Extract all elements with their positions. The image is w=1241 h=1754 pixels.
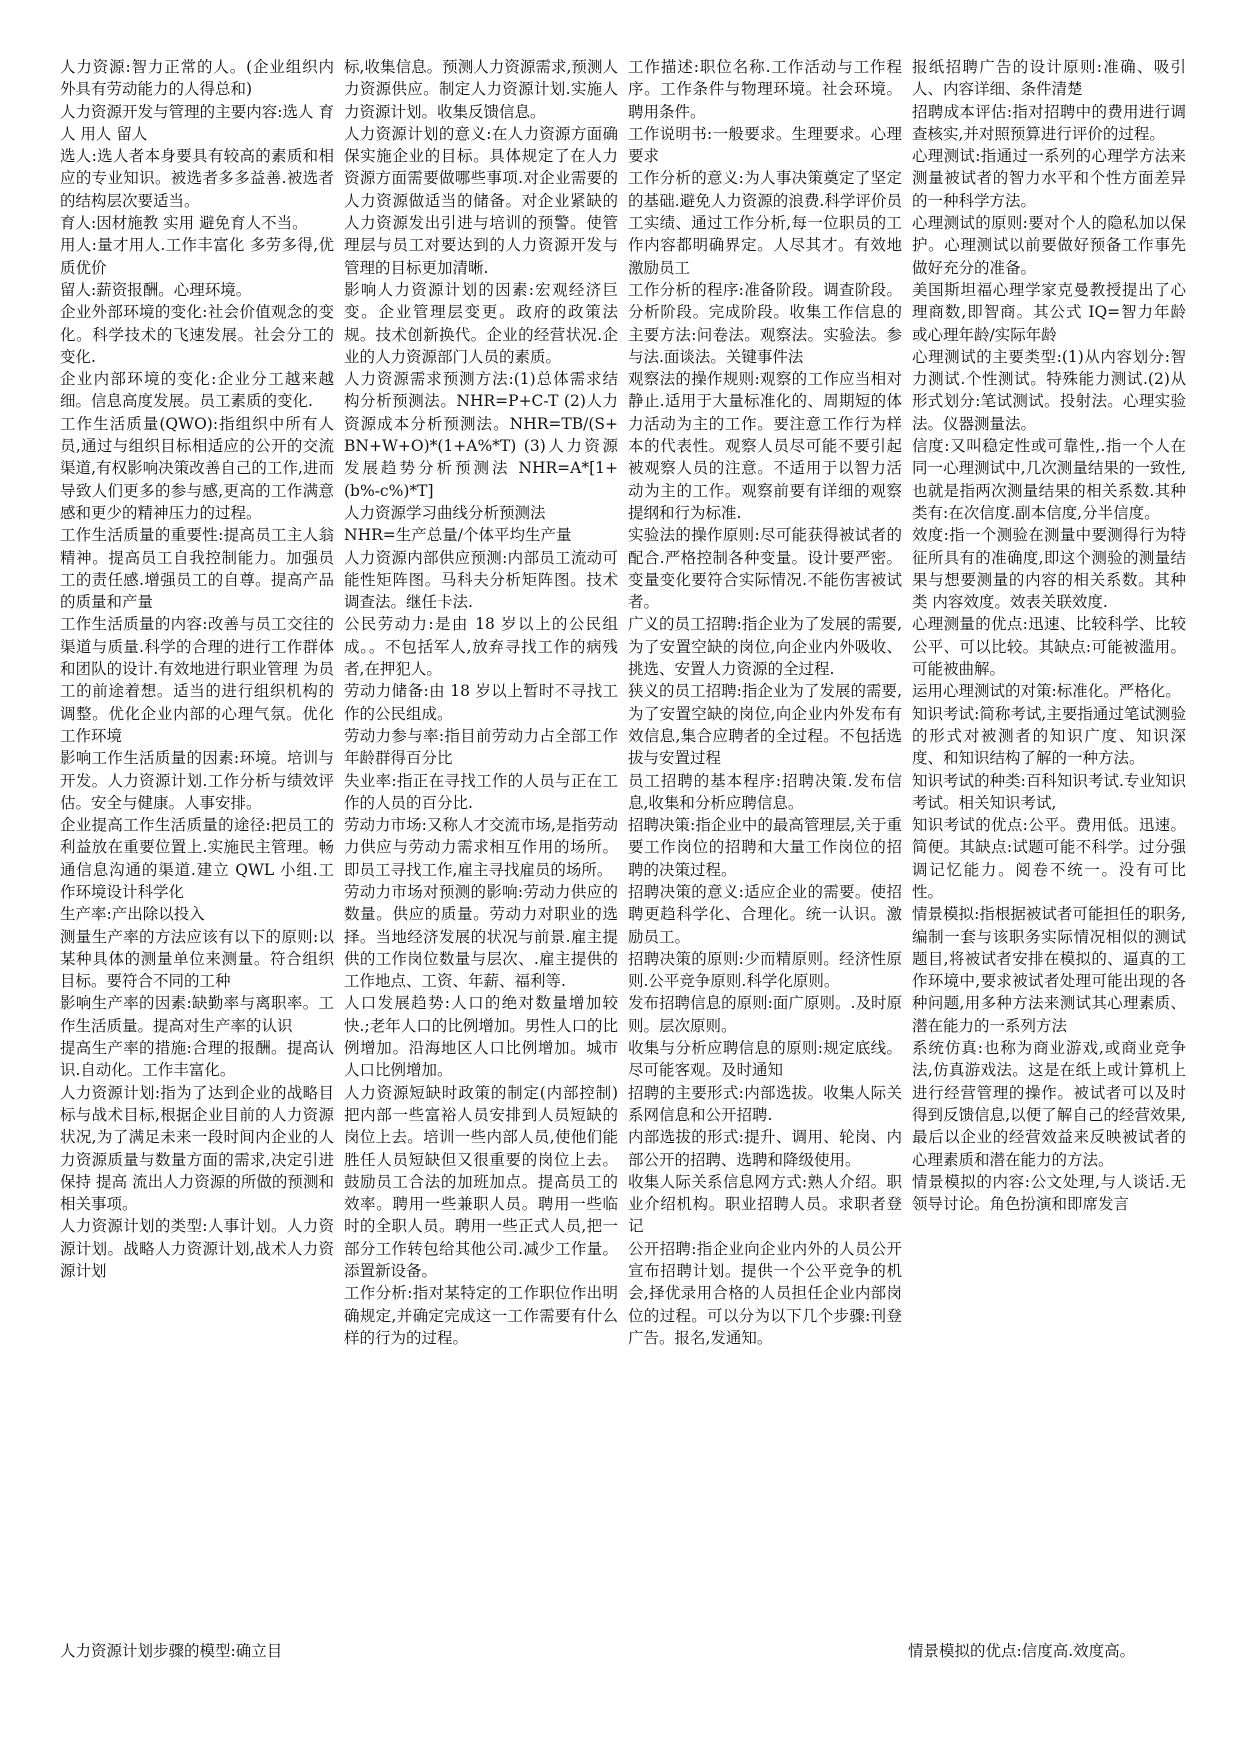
paragraph: 知识考试的优点:公平。费用低。迅速。简便。其缺点:试题可能不科学。过分强调记忆能力。阅卷不统一。没有可比性。 <box>912 816 1186 901</box>
paragraph: 情景模拟的内容:公文处理,与人谈话.无领导讨论。角色扮演和即席发言 <box>912 1172 1186 1214</box>
column-3 <box>628 56 902 1349</box>
paragraph: 用人:量才用人.工作丰富化 多劳多得,优质优价 <box>60 236 334 277</box>
paragraph: 收集人际关系信息网方式:熟人介绍。职业介绍机构。职业招聘人员。求职者登记 <box>628 1172 902 1236</box>
paragraph: 工作生活质量的内容:改善与员工交往的渠道与质量.科学的合理的进行工作群体和团队的设计.有效地进行职业管理 为员工的前途着想。适当的进行组织机构的调整。优化企业内部的心理气氛。优化工作环境 <box>60 615 334 745</box>
column-1-footer-line: 人力资源计划步骤的模型:确立目 <box>60 1642 283 1660</box>
column-2 <box>344 56 618 1349</box>
paragraph: 心理测试:指通过一系列的心理学方法来测量被试者的智力水平和个性方面差异的一种科学方法。 <box>912 147 1186 210</box>
paragraph: 企业外部环境的变化:社会价值观念的变化。科学技术的飞速发展。社会分工的变化. <box>60 303 334 366</box>
paragraph: 信度:又叫稳定性或可靠性,.指一个人在同一心理测试中,几次测量结果的一致性,也就是指两次测量结果的相关系数.其种类有:在次信度.副本信度,分半信度。 <box>912 437 1186 522</box>
paragraph: 狭义的员工招聘:指企业为了发展的需要,为了安置空缺的岗位,向企业内外发布有效信息,集合应聘者的全过程。不包括选拔与安置过程 <box>628 682 902 768</box>
paragraph: 美国斯坦福心理学家克曼教授提出了心理商数,即智商。其公式 IQ=智力年龄或心理年龄/实际年龄 <box>912 280 1186 344</box>
column-4-footer-line: 情景模拟的优点:信度高.效度高。 <box>908 1642 1136 1660</box>
paragraph: 人力资源学习曲线分析预测法 <box>344 503 546 522</box>
paragraph: 工作分析的程序:准备阶段。调查阶段。分析阶段。完成阶段。收集工作信息的主要方法:问卷法。观察法。实验法。参与法.面谈法。关键事件法 <box>628 280 902 366</box>
paragraph: 发布招聘信息的原则:面广原则。.及时原则。层次原则。 <box>628 994 902 1035</box>
paragraph: 工作说明书:一般要求。生理要求。心理要求 <box>628 124 902 166</box>
paragraph: 广义的员工招聘:指企业为了发展的需要,为了安置空缺的岗位,向企业内外吸收、挑选、安置人力资源的全过程. <box>628 615 902 679</box>
paragraph: 提高生产率的措施:合理的报酬。提高认识.自动化。工作丰富化。 <box>60 1039 334 1080</box>
paragraph: 招聘决策的意义:适应企业的需要。使招聘更趋科学化、合理化。统一认识。激励员工。 <box>628 882 902 946</box>
paragraph: 劳动力储备:由 18 岁以上暂时不寻找工作的公民组成。 <box>344 682 618 723</box>
paragraph: 人力资源计划的类型:人事计划。人力资源计划。战略人力资源计划,战术人力资源计划 <box>60 1217 334 1281</box>
paragraph: 人力资源内部供应预测:内部员工流动可能性矩阵图。马科夫分析矩阵图。技术调查法。继任卡法. <box>344 548 618 612</box>
paragraph: 工作生活质量(QWO):指组织中所有人员,通过与组织目标相适应的公开的交流渠道,有权影响决策改善自己的工作,进而导致人们更多的参与感,更高的工作满意感和更少的精神压力的过程。 <box>60 414 334 522</box>
paragraph: 工作分析的意义:为人事决策奠定了坚定的基础.避免人力资源的浪费.科学评价员工实绩、通过工作分析,每一位职员的工作内容都明确界定。人尽其才。有效地激励员工 <box>628 169 902 277</box>
paragraph: 人力资源计划:指为了达到企业的战略目标与战术目标,根据企业目前的人力资源状况,为了满足未来一段时间内企业的人力资源质量与数量方面的需求,决定引进 保持 提高 流出人力资源的所做的预测和相关事项。 <box>60 1083 334 1214</box>
paragraph: 招聘决策:指企业中的最高管理层,关于重要工作岗位的招聘和大量工作岗位的招聘的决策过程。 <box>628 816 902 879</box>
paragraph: 心理测量的优点:迅速、比较科学、比较公平、可以比较。其缺点:可能被滥用。可能被曲解。 <box>912 615 1186 679</box>
paragraph: 公开招聘:指企业向企业内外的人员公开宣布招聘计划。提供一个公平竞争的机会,择优录用合格的人员担任企业内部岗位的过程。可以分为以下几个步骤:刊登广告。报名,发通知。 <box>628 1239 902 1347</box>
paragraph: 企业提高工作生活质量的途径:把员工的利益放在重要位置上.实施民主管理。畅通信息沟通的渠道.建立 QWL 小组.工作环境设计科学化 <box>60 816 334 901</box>
paragraph: 工作生活质量的重要性:提高员工主人翁精神。提高员工自我控制能力。加强员工的责任感.增强员工的自尊。提高产品的质量和产量 <box>60 526 334 612</box>
paragraph: 人力资源需求预测方法:(1)总体需求结构分析预测法。NHR=P+C-T (2)人力资源成本分析预测法。NHR=TB/(S+BN+W+O)*(1+A%*T) (3)人力资源发展趋势分析预测法 NHR=A*[1+(b%-c%)*T] <box>344 370 618 500</box>
paragraph: 育人:因材施教 实用 避免育人不当。 <box>60 214 308 233</box>
paragraph: 招聘的主要形式:内部选拔。收集人际关系网信息和公开招聘. <box>628 1083 902 1124</box>
paragraph: 人口发展趋势:人口的绝对数量增加较快.;老年人口的比例增加。男性人口的比例增加。沿海地区人口比例增加。城市人口比例增加。 <box>344 994 618 1080</box>
paragraph: 心理测试的原则:要对个人的隐私加以保护。心理测试以前要做好预备工作事先做好充分的准备。 <box>912 214 1186 277</box>
paragraph: 生产率:产出除以投入 <box>60 905 205 924</box>
paragraph: 失业率:指正在寻找工作的人员与正在工作的人员的百分比. <box>344 771 618 812</box>
paragraph: 企业内部环境的变化:企业分工越来越细。信息高度发展。员工素质的变化. <box>60 370 334 411</box>
paragraph: 测量生产率的方法应该有以下的原则:以某种具体的测量单位来测量。符合组织目标。要符合不同的工种 <box>60 927 334 991</box>
paragraph: 心理测试的主要类型:(1)从内容划分:智力测试.个性测试。特殊能力测试.(2)从形式划分:笔试测试。投射法。心理实验法。仪器测量法。 <box>912 347 1186 433</box>
paragraph: 效度:指一个测验在测量中要测得行为特征所具有的准确度,即这个测验的测量结果与想要测量的内容的相关系数。其种类 内容效度。效表关联效度. <box>912 526 1186 612</box>
paragraph: 标,收集信息。预测人力资源需求,预测人力资源供应。制定人力资源计划.实施人力资源计划。收集反馈信息。 <box>344 58 618 121</box>
paragraph: 人力资源短缺时政策的制定(内部控制)把内部一些富裕人员安排到人员短缺的岗位上去。培训一些内部人员,使他们能胜任人员短缺但又很重要的岗位上去。鼓励员工合法的加班加点。提高员工的效率。聘用一些兼职人员。聘用一些临时的全职人员。聘用一些正式人员,把一部分工作转包给其他公司.减少工作量。添置新设备。 <box>344 1083 618 1281</box>
paragraph: 员工招聘的基本程序:招聘决策.发布信息,收集和分析应聘信息。 <box>628 771 902 812</box>
paragraph: 选人:选人者本身要具有较高的素质和相应的专业知识。被选者多多益善.被选者的结构层次要适当。 <box>60 147 334 210</box>
paragraph: 人力资源:智力正常的人。(企业组织内外具有劳动能力的人得总和) <box>60 58 334 99</box>
column-1 <box>60 56 334 1282</box>
paragraph: 劳动力市场:又称人才交流市场,是指劳动力供应与劳动力需求相互作用的场所。即员工寻找工作,雇主寻找雇员的场所。 <box>344 816 618 879</box>
paragraph: 人力资源计划的意义:在人力资源方面确保实施企业的目标。具体规定了在人力资源方面需要做哪些事项.对企业需要的人力资源做适当的储备。对企业紧缺的人力资源发出引进与培训的预警。使管理层与员工对要达到的人力资源开发与管理的目标更加清晰. <box>344 124 618 277</box>
paragraph: 招聘决策的原则:少而精原则。经济性原则.公平竞争原则.科学化原则。 <box>628 949 902 991</box>
column-4 <box>912 56 1186 1215</box>
paragraph: 实验法的操作原则:尽可能获得被试者的配合.严格控制各种变量。设计要严密。变量变化要符合实际情况.不能伤害被试者。 <box>628 526 902 612</box>
paragraph: 工作描述:职位名称.工作活动与工作程序。工作条件与物理环境。社会环境。聘用条件。 <box>628 58 902 121</box>
paragraph: 收集与分析应聘信息的原则:规定底线。尽可能客观。及时通知 <box>628 1039 902 1080</box>
paragraph: 留人:薪资报酬。心理环境。 <box>60 280 252 299</box>
paragraph: 影响人力资源计划的因素:宏观经济巨变。企业管理层变更。政府的政策法规。技术创新换代。企业的经营状况.企业的人力资源部门人员的素质。 <box>344 280 618 366</box>
paragraph: 招聘成本评估:指对招聘中的费用进行调查核实,并对照预算进行评价的过程。 <box>912 102 1186 143</box>
paragraph: 情景模拟:指根据被试者可能担任的职务,编制一套与该职务实际情况相似的测试题目,将被试者安排在模拟的、逼真的工作环境中,要求被试者处理可能出现的各种问题,用多种方法来测试其心理素质、潜在能力的一系列方法 <box>912 905 1186 1035</box>
paragraph: 观察法的操作规则:观察的工作应当相对静止.适用于大量标准化的、周期短的体力活动为主的工作。要注意工作行为样本的代表性。观察人员尽可能不要引起被观察人员的注意。不适用于以智力活动为主的工作。观察前要有详细的观察提纲和行为标准. <box>628 370 902 522</box>
paragraph: 知识考试的种类:百科知识考试.专业知识考试。相关知识考试, <box>912 771 1186 812</box>
paragraph: 内部选拔的形式:提升、调用、轮岗、内部公开的招聘、选聘和降级使用。 <box>628 1128 902 1169</box>
text-columns <box>60 56 1201 1349</box>
paragraph: 报纸招聘广告的设计原则:准确、吸引人、内容详细、条件清楚 <box>912 58 1186 99</box>
paragraph: 劳动力市场对预测的影响:劳动力供应的数量。供应的质量。劳动力对职业的选择。当地经济发展的状况与前景.雇主提供的工作岗位数量与层次、.雇主提供的工作地点、工资、年薪、福利等. <box>344 882 618 991</box>
paragraph: 公民劳动力:是由 18 岁以上的公民组成。。不包括军人,放弃寻找工作的病残者,在押犯人。 <box>344 615 618 679</box>
paragraph: 影响工作生活质量的因素:环境。培训与开发。人力资源计划.工作分析与绩效评估。安全与健康。人事安排。 <box>60 749 334 812</box>
paragraph: 工作分析:指对某特定的工作职位作出明确规定,并确定完成这一工作需要有什么样的行为的过程。 <box>344 1284 618 1347</box>
paragraph: NHR=生产总量/个体平均生产量 <box>344 526 572 545</box>
paragraph: 影响生产率的因素:缺勤率与离职率。工作生活质量。提高对生产率的认识 <box>60 994 334 1035</box>
paragraph: 运用心理测试的对策:标准化。严格化。 <box>912 682 1181 701</box>
paragraph: 系统仿真:也称为商业游戏,或商业竞争法,仿真游戏法。这是在纸上或计算机上进行经营管理的操作。被试者可以及时得到反馈信息,以便了解自己的经营效果,最后以企业的经营效益来反映被试者的心理素质和潜在能力的方法。 <box>912 1039 1186 1169</box>
paragraph: 知识考试:简称考试,主要指通过笔试测验的形式对被测者的知识广度、知识深度、和知识结构了解的一种方法。 <box>912 704 1186 768</box>
paragraph: 劳动力参与率:指目前劳动力占全部工作年龄群得百分比 <box>344 726 618 768</box>
paragraph: 人力资源开发与管理的主要内容:选人 育人 用人 留人 <box>60 102 334 143</box>
